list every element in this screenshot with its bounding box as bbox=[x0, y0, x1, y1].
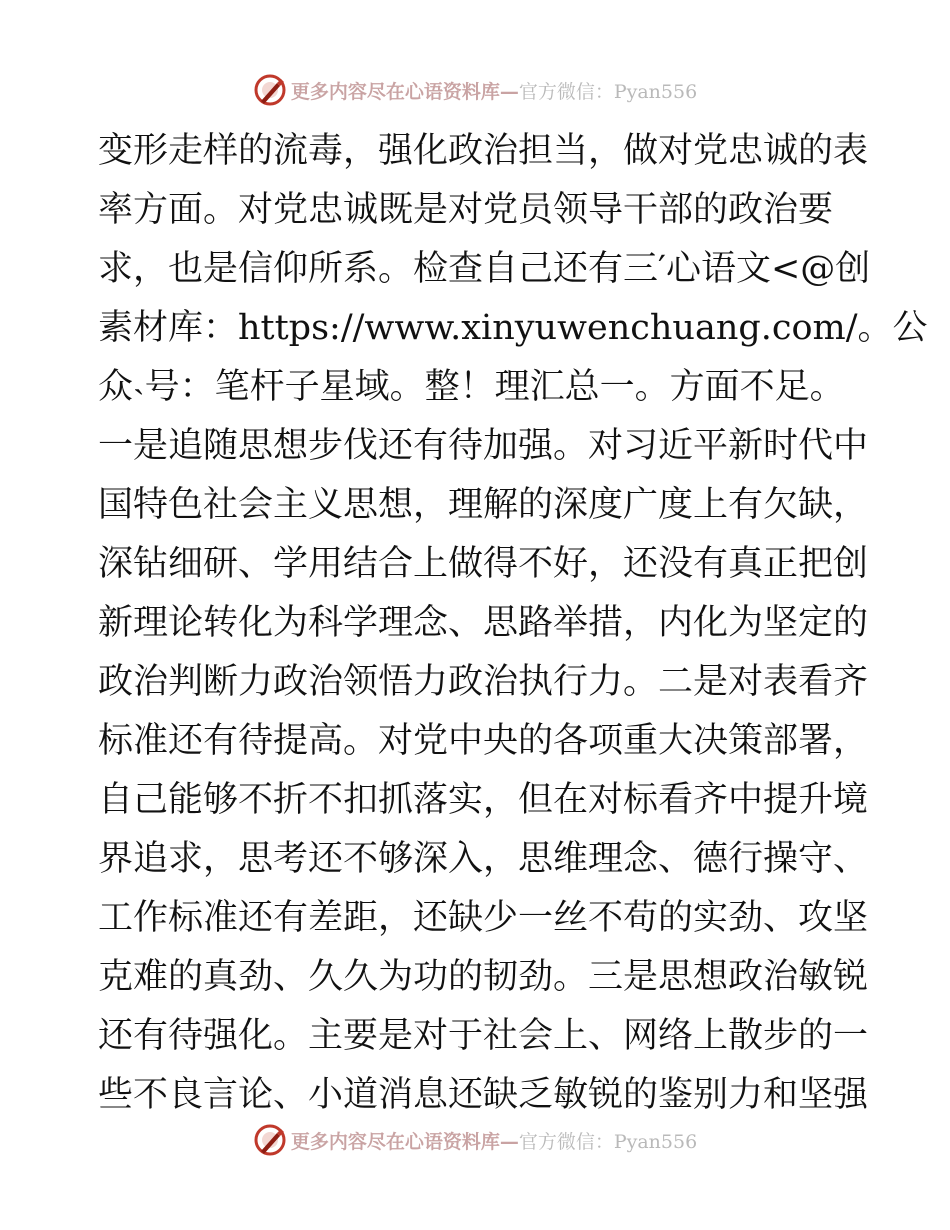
body-line: 率方面。对党忠诚既是对党员领导干部的政治要 bbox=[98, 190, 834, 230]
document-body bbox=[98, 122, 928, 1125]
header-separator: — bbox=[499, 80, 519, 103]
header-contact-text: 官方微信：Pyan556 bbox=[518, 80, 698, 103]
footer-site-text: 更多内容尽在心语资料库 bbox=[290, 1130, 500, 1153]
body-line: 些不良言论、小道消息还缺乏敏锐的鉴别力和坚强 bbox=[98, 1075, 869, 1115]
body-line: 自己能够不折不扣抓落实，但在对标看齐中提升境 bbox=[98, 780, 869, 820]
body-line: 深钻细研、学用结合上做得不好，还没有真正把创 bbox=[98, 544, 869, 584]
body-line: 克难的真劲、久久为功的韧劲。三是思想政治敏锐 bbox=[98, 957, 869, 997]
pen-logo-icon bbox=[253, 1123, 287, 1157]
body-line: 国特色社会主义思想，理解的深度广度上有欠缺， bbox=[98, 485, 869, 525]
body-line: 众˴号：笔杆子星域。整！理汇总一。方面不足。 bbox=[98, 367, 845, 407]
pen-logo-icon bbox=[253, 73, 287, 107]
body-line: 变形走样的流毒，强化政治担当，做对党忠诚的表 bbox=[98, 131, 869, 171]
body-line: 工作标准还有差距，还缺少一丝不苟的实劲、攻坚 bbox=[98, 898, 869, 938]
body-line: 标准还有待提高。对党中央的各项重大决策部署， bbox=[98, 721, 869, 761]
body-line: 一是追随思想步伐还有待加强。对习近平新时代中 bbox=[98, 426, 869, 466]
header-site-text: 更多内容尽在心语资料库 bbox=[290, 80, 500, 103]
body-line: 还有待强化。主要是对于社会上、网络上散步的一 bbox=[98, 1016, 869, 1056]
footer-separator: — bbox=[499, 1130, 519, 1153]
body-line: 界追求，思考还不够深入，思维理念、德行操守、 bbox=[98, 839, 869, 879]
footer-contact-text: 官方微信：Pyan556 bbox=[518, 1130, 698, 1153]
body-line: 新理论转化为科学理念、思路举措，内化为坚定的 bbox=[98, 603, 869, 643]
footer-banner bbox=[0, 1120, 950, 1160]
body-line: 政治判断力政治领悟力政治执行力。二是对表看齐 bbox=[98, 662, 869, 702]
header-text bbox=[291, 77, 697, 104]
header-banner bbox=[0, 70, 950, 110]
body-line: 素材库：https://www.xinyuwenchuang.com/。公 bbox=[98, 308, 928, 348]
body-line: 求，也是信仰所系。检查自己还有三′心语文<@创 bbox=[98, 249, 871, 289]
footer-text bbox=[291, 1127, 697, 1154]
